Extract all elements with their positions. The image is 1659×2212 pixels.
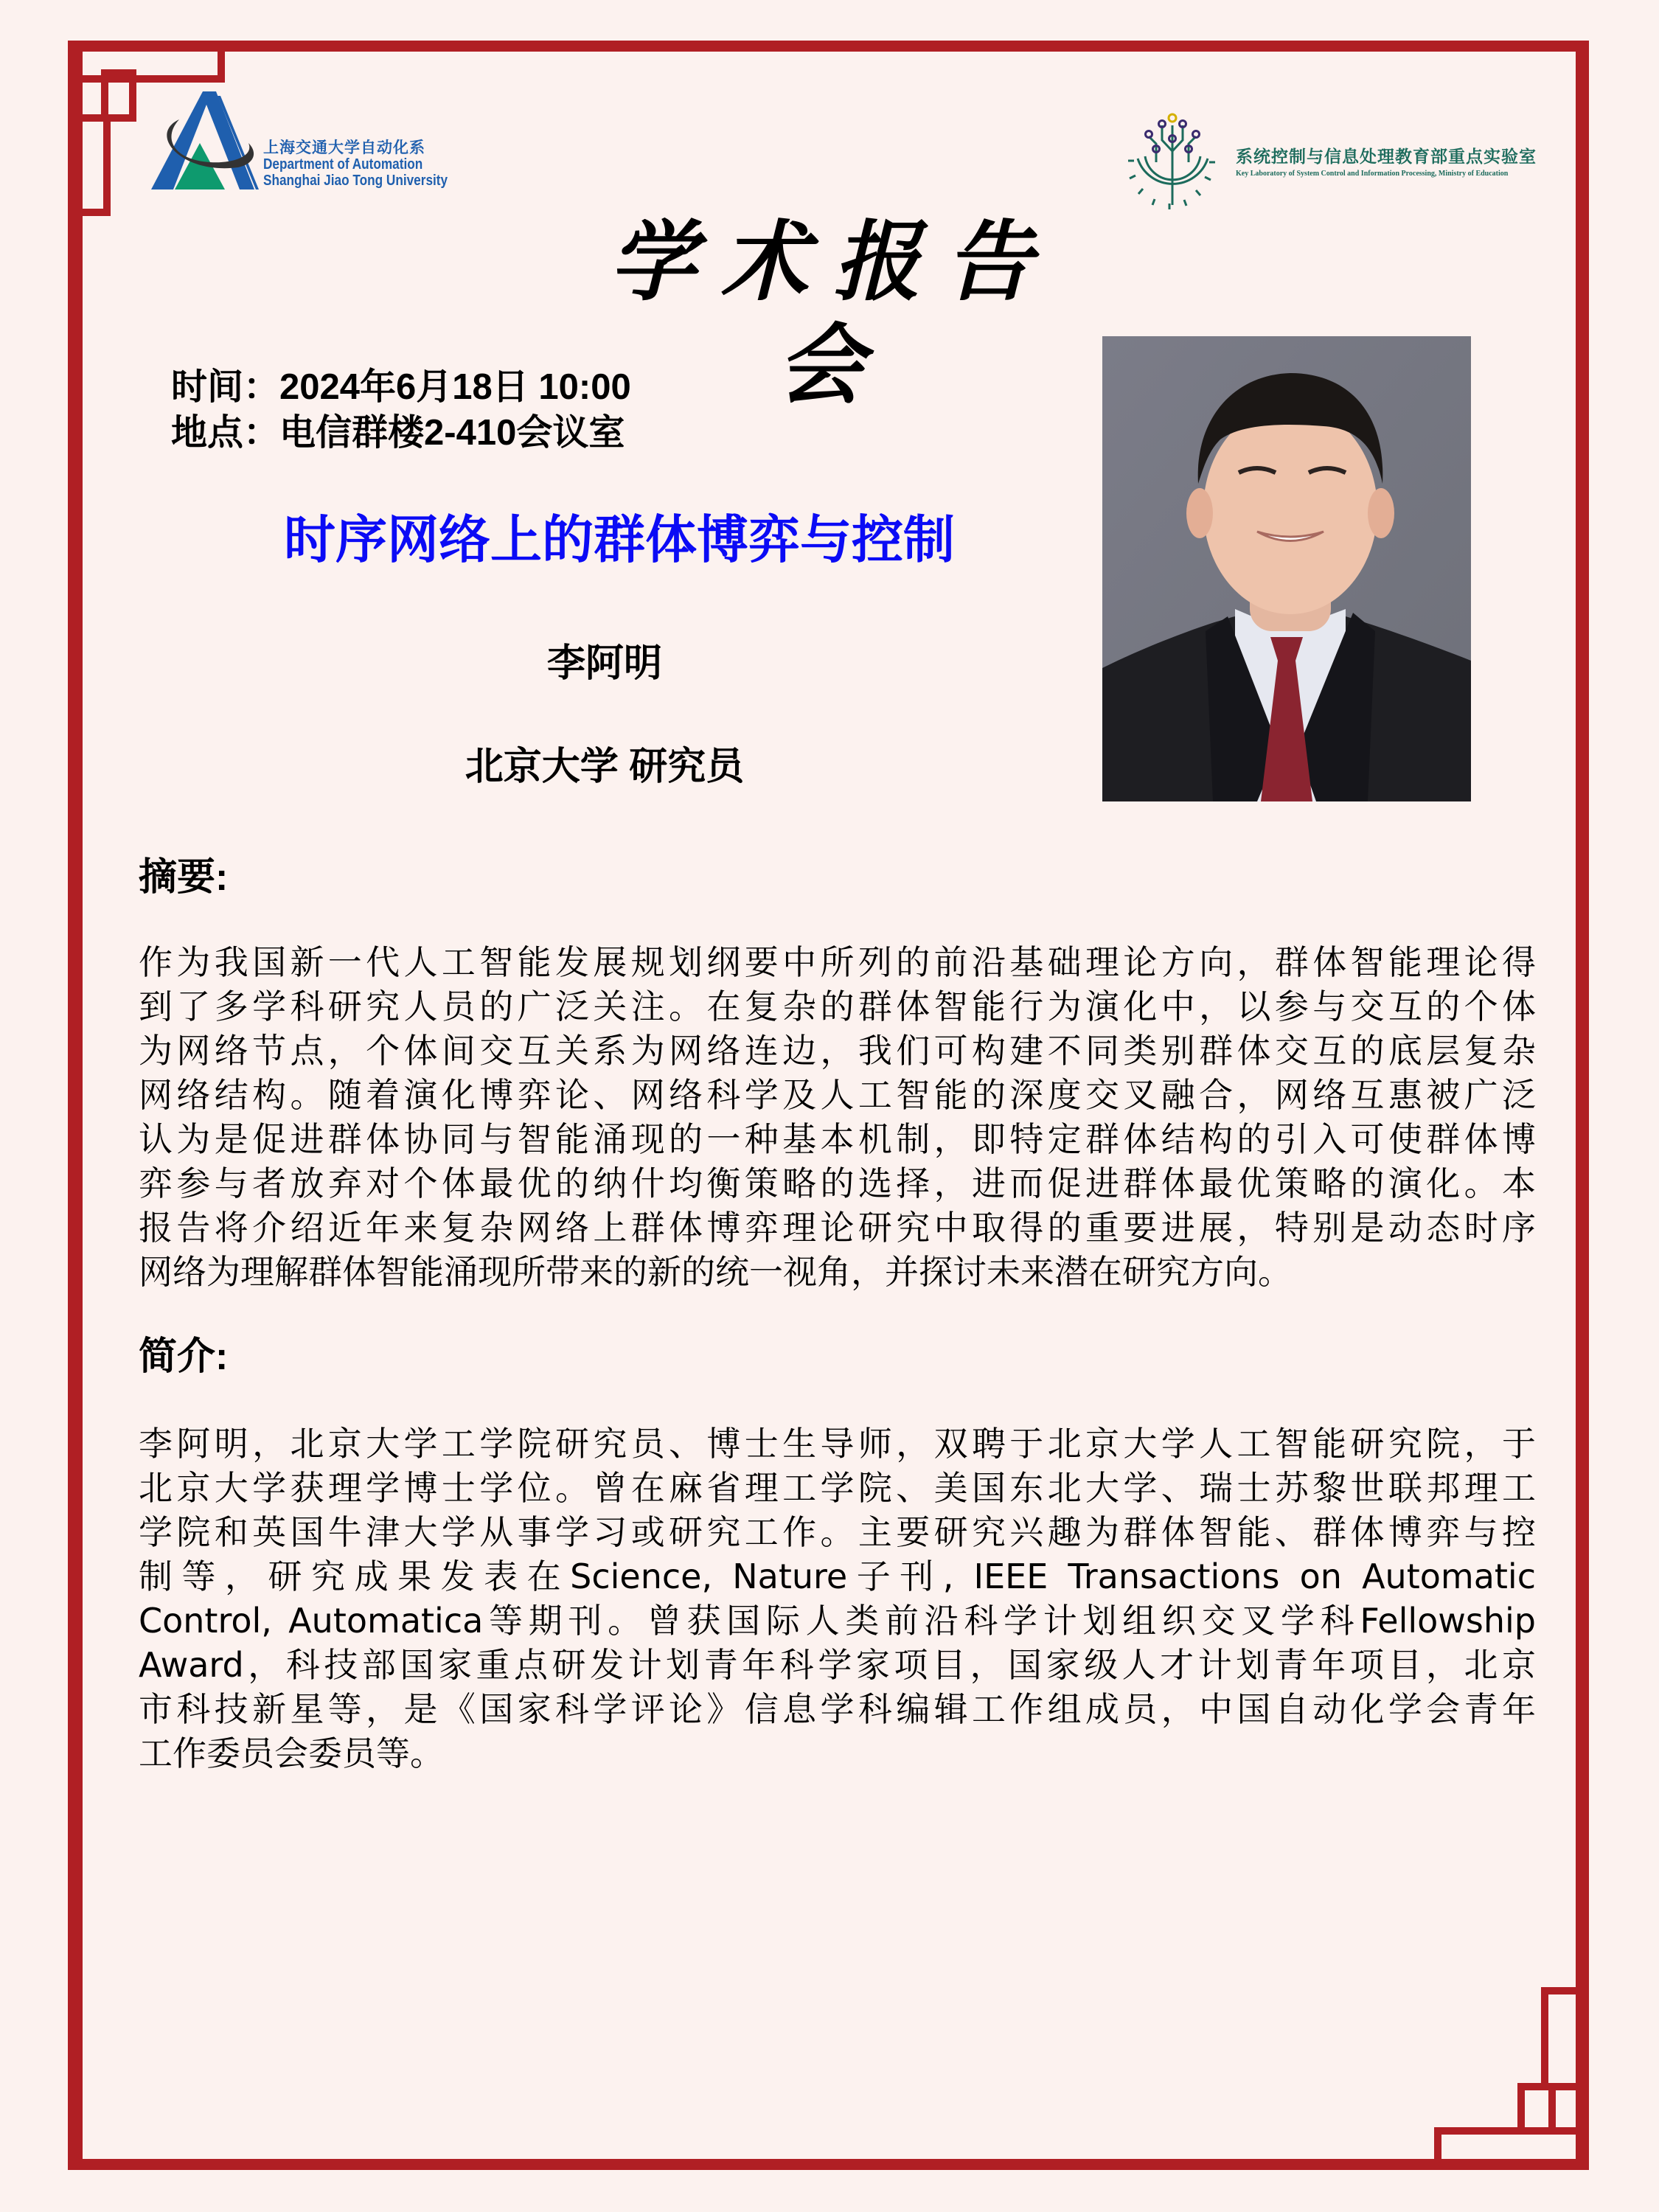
bio-line: 制等，研究成果发表在Science, Nature子刊, IEEE Transactions on Automatic: [139, 1557, 1536, 1596]
abstract-text: [139, 940, 1536, 1294]
corner-fret-top-left: [77, 114, 136, 122]
frame-left: [68, 41, 83, 2170]
abstract-line: 认为是促进群体协同与智能涌现的一种基本机制，即特定群体结构的引入可使群体博: [139, 1119, 1536, 1159]
event-place-value: 电信群楼2-410会议室: [279, 413, 625, 453]
portrait-icon: [1102, 336, 1471, 801]
abstract-line: 网络为理解群体智能涌现所带来的新的统一视角，并探讨未来潜在研究方向。: [139, 1252, 1292, 1292]
corner-fret-top-left: [77, 46, 225, 83]
key-lab-logo: [1127, 111, 1562, 210]
bio-heading: 简介:: [139, 1335, 229, 1378]
sjtu-logo-en-1: Department of Automation: [263, 156, 423, 173]
frame-right: [1576, 41, 1589, 2170]
bio-line: 学院和英国牛津大学从事学习或研究工作。主要研究兴趣为群体智能、群体博弈与控: [139, 1512, 1536, 1552]
corner-fret-bottom-right: [1517, 2083, 1556, 2135]
event-place-label: 地点：: [171, 413, 280, 453]
event-time-value: 2024年6月18日 10:00: [279, 367, 631, 407]
abstract-heading: 摘要:: [139, 856, 229, 899]
bio-line: Award，科技部国家重点研发计划青年科学家项目，国家级人才计划青年项目，北京: [139, 1645, 1536, 1685]
page-title: 学术报告会: [608, 210, 1057, 416]
corner-fret-top-left: [77, 122, 111, 216]
bio-line: 市科技新星等，是《国家科学评论》信息学科编辑工作组成员，中国自动化学会青年: [139, 1689, 1536, 1729]
sjtu-logo-text: [263, 140, 478, 189]
key-lab-en: Key Laboratory of System Control and Information Processing, Ministry of Education: [1236, 170, 1509, 178]
abstract-line: 网络结构。随着演化博弈论、网络科学及人工智能的深度交叉融合，网络互惠被广泛: [139, 1075, 1536, 1115]
sjtu-logo-en-2: Shanghai Jiao Tong University: [263, 173, 448, 189]
event-time: [171, 365, 631, 409]
abstract-line: 弈参与者放弃对个体最优的纳什均衡策略的选择，进而促进群体最优策略的演化。本: [139, 1164, 1536, 1203]
speaker-name: 李阿明: [546, 642, 662, 685]
talk-title: 时序网络上的群体博弈与控制: [284, 511, 955, 568]
speaker-photo: [1102, 336, 1471, 801]
bio-line: 北京大学获理学博士学位。曾在麻省理工学院、美国东北大学、瑞士苏黎世联邦理工: [139, 1468, 1536, 1508]
frame-bottom: [68, 2159, 1589, 2170]
corner-fret-top-left: [101, 69, 136, 117]
bio-line: 李阿明，北京大学工学院研究员、博士生导师，双聘于北京大学人工智能研究院，于: [139, 1424, 1536, 1464]
gear-circuit-icon: [1127, 111, 1219, 210]
speaker-affiliation: 北京大学 研究员: [465, 745, 745, 788]
bio-line: 工作委员会委员等。: [139, 1733, 444, 1773]
corner-fret-bottom-right: [1434, 2127, 1582, 2164]
sjtu-automation-logo: [151, 90, 490, 193]
corner-fret-bottom-right: [1541, 1987, 1582, 2087]
sjtu-logo-cn: 上海交通大学自动化系: [263, 139, 425, 156]
abstract-line: 到了多学科研究人员的广泛关注。在复杂的群体智能行为演化中，以参与交互的个体: [139, 987, 1536, 1026]
abstract-line: 为网络节点，个体间交互关系为网络连边，我们可构建不同类别群体交互的底层复杂: [139, 1031, 1536, 1071]
bio-text: [139, 1422, 1536, 1775]
frame-top: [68, 41, 1589, 52]
abstract-line: 作为我国新一代人工智能发展规划纲要中所列的前沿基础理论方向，群体智能理论得: [139, 942, 1536, 982]
abstract-line: 报告将介绍近年来复杂网络上群体博弈理论研究中取得的重要进展，特别是动态时序: [139, 1208, 1536, 1248]
key-lab-cn: 系统控制与信息处理教育部重点实验室: [1236, 147, 1537, 166]
sjtu-a-emblem-icon: [151, 90, 262, 193]
event-time-label: 时间：: [171, 367, 280, 407]
bio-line: Control, Automatica等期刊。曾获国际人类前沿科学计划组织交叉学科Fellowship: [139, 1601, 1536, 1641]
event-place: [171, 411, 625, 455]
